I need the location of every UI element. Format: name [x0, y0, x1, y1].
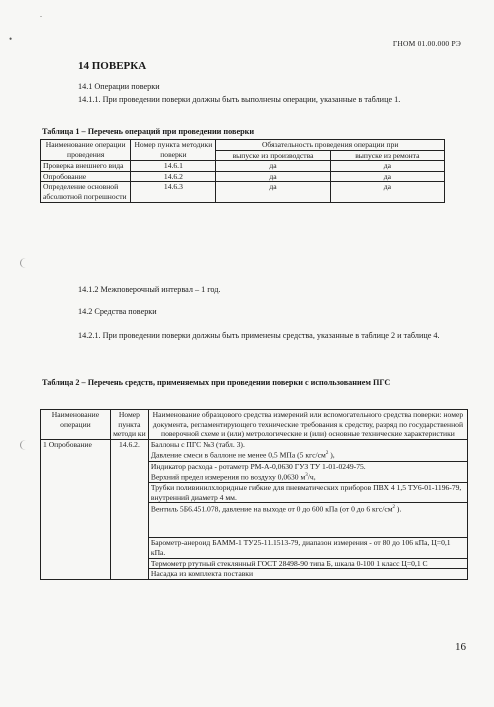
- table1-cell-num: 14.6.3: [131, 182, 216, 202]
- table1-header-release: выпуске из производства: [216, 150, 330, 161]
- table2-cell-desc: [148, 461, 467, 483]
- table1-cell-release: да: [216, 182, 330, 202]
- table2-cell-desc: [148, 439, 467, 461]
- table2-desc-line: Баллоны с ПГС №3 (табл. 3).: [150, 439, 245, 449]
- table1-header-num: Номер пункта методики поверки: [131, 140, 216, 161]
- table1-header-name: Наименование операции проведения: [41, 140, 131, 161]
- table2-cell-num: 14.6.2.: [110, 439, 148, 579]
- table1: [40, 139, 445, 203]
- paragraph-14-2-1: 14.2.1. При проведении поверки должны быть применены средства, указанные в таблице 2 и таблице 4.: [78, 331, 440, 340]
- table1-cell-release: да: [216, 171, 330, 182]
- table2-header-name: Наименование операции: [41, 410, 111, 440]
- paragraph-14-1-2: 14.1.2 Межповерочный интервал – 1 год.: [78, 285, 221, 294]
- document-code: ГНОМ 01.00.000 РЭ: [392, 39, 461, 48]
- table1-cell-num: 14.6.2: [131, 171, 216, 182]
- scan-mark-dot: •: [9, 34, 13, 44]
- table2-cell-desc: Насадка из комплекта поставки: [148, 569, 467, 580]
- paragraph-14-2: 14.2 Средства поверки: [78, 307, 157, 316]
- superscript: 2: [392, 505, 396, 511]
- table-row: [41, 439, 468, 461]
- table-row: [41, 171, 445, 182]
- superscript: 2: [325, 451, 329, 457]
- table1-cell-num: 14.6.1: [131, 161, 216, 172]
- table1-cell-name: Опробование: [41, 171, 131, 182]
- table1-cell-repair: да: [330, 171, 444, 182]
- table1-cell-name: Проверка внешнего вида: [41, 161, 131, 172]
- table-row: [41, 182, 445, 202]
- table1-cell-release: да: [216, 161, 330, 172]
- table1-header-repair: выпуске из ремонта: [330, 150, 444, 161]
- table2-desc-line: Давление смеси в баллоне не менее 0,5 МПа (5 кгс/см: [150, 450, 326, 460]
- table-row: [41, 161, 445, 172]
- table2: [40, 409, 468, 580]
- table1-title: Таблица 1 – Перечень операций при проведении поверки: [42, 127, 255, 136]
- page-number: 16: [455, 641, 466, 653]
- table1-cell-name: Определение основной абсолютной погрешности: [41, 182, 131, 202]
- table2-desc-line-end: /ч,: [307, 472, 316, 482]
- table2-desc-line: Верхний предел измерения по воздуху 0,0630 м: [150, 472, 306, 482]
- table2-cell-operation: 1 Опробование: [41, 439, 111, 579]
- table2-header-num: Номер пункта методи ки: [110, 410, 148, 440]
- table2-desc-line-end: ),: [328, 450, 335, 460]
- scan-mark-dash: -: [40, 14, 42, 20]
- table1-cell-repair: да: [330, 161, 444, 172]
- table2-cell-desc: [148, 503, 467, 538]
- superscript: 3: [305, 473, 308, 479]
- table2-cell-desc: Трубки поливинилхлоридные гибкие для пневматических приборов ПВХ 4 1,5 ТУ6-01-1196-79, внутренний диаметр 4 мм.: [148, 483, 467, 503]
- table2-title: Таблица 2 – Перечень средств, применяемых при проведении поверки с использованием ПГС: [42, 378, 391, 387]
- table2-cell-desc: Термометр ртутный стеклянный ГОСТ 28498-90 типа Б, шкала 0-100 1 класс Ц=0,1 С: [148, 558, 467, 569]
- table1-cell-repair: да: [330, 182, 444, 202]
- punch-hole-mark: [20, 258, 31, 268]
- table2-desc-line: Вентиль 5Б6.451.078, давление на выходе от 0 до 600 кПа (от 0 до 6 кгс/см: [150, 504, 393, 514]
- paragraph-14-1: 14.1 Операции поверки: [78, 82, 160, 91]
- table2-header-desc: Наименование образцового средства измерений или вспомогательного средства поверки: номер документа, регламентирующего технические требования к средству, разряд по государственной поверочной схеме и (или) метрологические и (или) основные технические характеристики: [148, 410, 467, 440]
- table2-desc-line: Индикатор расхода - ротаметр РМ-А-0,0630 ГУЗ ТУ 1-01-0249-75.: [150, 461, 366, 471]
- table1-header-obligation: Обязательность проведения операции при: [216, 140, 445, 151]
- paragraph-14-1-1: 14.1.1. При проведении поверки должны быть выполнены операции, указанные в таблице 1.: [78, 95, 401, 104]
- table2-desc-line-end: ).: [395, 504, 402, 514]
- section-title: 14 ПОВЕРКА: [78, 60, 147, 72]
- table2-cell-desc: Барометр-анероид БАММ-1 ТУ25-11.1513-79, диапазон измерения - от 80 до 106 кПа, Ц=0,1 кПа.: [148, 538, 467, 558]
- punch-hole-mark: [20, 440, 31, 450]
